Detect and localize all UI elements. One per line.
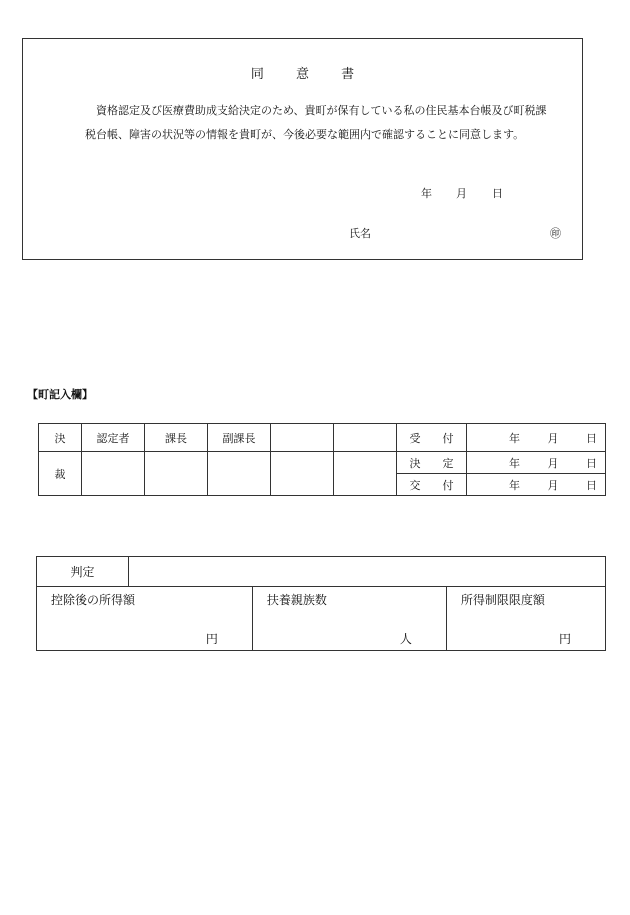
judgment-label: 判定 [37,557,129,587]
seal-mark: ㊞ [550,227,561,240]
date-month-label: 月 [456,187,467,200]
date-month: 月 [547,456,559,470]
name-label: 氏名 [349,227,371,240]
office-section-label: 【町記入欄】 [27,388,93,401]
header-deputy-chief: 副課長 [208,424,271,452]
dependents-unit: 人 [399,632,412,646]
consent-title: 同 意 書 [250,67,369,82]
stamp-extra-2[interactable] [334,452,397,496]
date-year: 年 [509,431,520,445]
approval-table [38,423,606,496]
date-day: 日 [586,456,597,470]
header-approver: 認定者 [82,424,145,452]
date-year-label: 年 [421,187,432,200]
date-issued[interactable] [467,474,606,496]
row-label-decided: 決 定 [397,452,467,474]
date-month: 月 [547,431,559,445]
stamp-extra-1[interactable] [271,452,334,496]
decision-label-top: 決 [39,424,82,452]
row-label-received: 受 付 [397,424,467,452]
income-label: 控除後の所得額 [51,593,136,607]
stamp-approver[interactable] [82,452,145,496]
date-day: 日 [586,431,597,445]
dependents-field[interactable] [252,587,446,651]
consent-body: 資格認定及び医療費助成支給決定のため、貴町が保有している私の住民基本台帳及び町税課税台帳、障害の状況等の情報を貴町が、今後必要な範囲内で確認することに同意します。 [85,104,547,141]
decision-label-bottom: 裁 [39,452,82,496]
stamp-section-chief[interactable] [145,452,208,496]
dependents-label: 扶養親族数 [266,593,327,607]
stamp-deputy-chief[interactable] [208,452,271,496]
income-unit: 円 [205,632,218,646]
row-label-issued: 交 付 [397,474,467,496]
income-field[interactable] [37,587,253,651]
limit-unit: 円 [558,632,571,646]
judgment-table [36,556,606,651]
limit-field[interactable] [446,587,605,651]
consent-form [22,38,583,260]
limit-label: 所得制限限度額 [460,593,545,607]
date-month: 月 [547,478,559,492]
date-day: 日 [586,478,597,492]
header-empty-cell [334,424,397,452]
date-received[interactable] [467,424,606,452]
judgment-field[interactable] [129,557,606,587]
date-year: 年 [509,478,520,492]
header-empty-cell [271,424,334,452]
date-decided[interactable] [467,452,606,474]
header-section-chief: 課長 [145,424,208,452]
date-year: 年 [509,456,520,470]
date-day-label: 日 [492,187,503,200]
